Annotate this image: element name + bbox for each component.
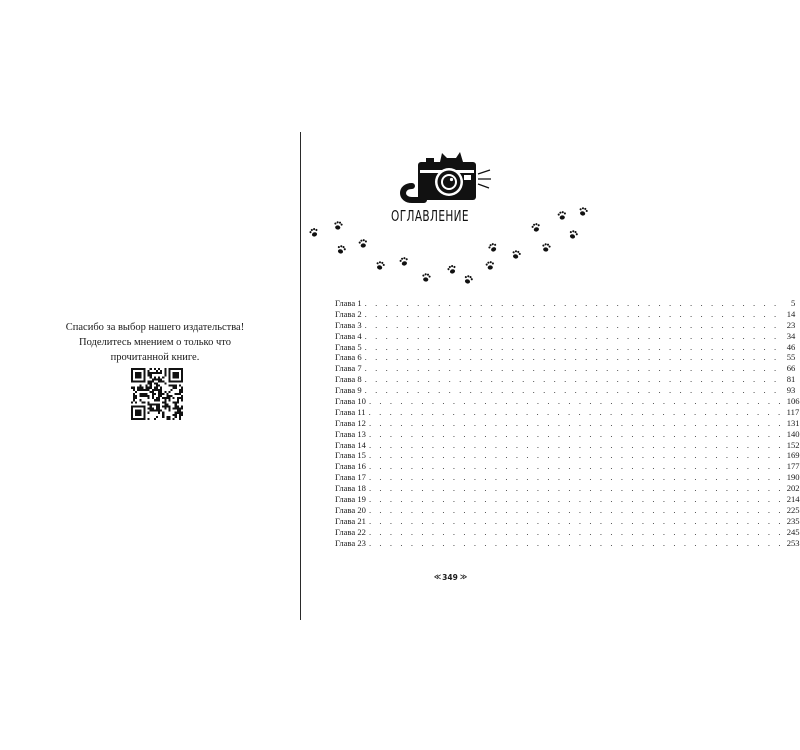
toc-leader-dots: . . . . . . . . . . . . . . . . . . . . . . . . . . . . . . . . . . . . . . . .: [368, 461, 784, 472]
ornament-right-icon: ≫: [459, 573, 467, 581]
toc-entry: [335, 439, 800, 451]
thanks-line: Поделитесь мнением о только что: [79, 337, 231, 348]
toc-entry-label: Глава 3: [335, 319, 362, 330]
toc-entry-label: Глава 19: [335, 494, 366, 505]
toc-entry-page: 177: [786, 461, 800, 472]
toc-entry-label: Глава 8: [335, 374, 362, 385]
toc-entry-label: Глава 7: [335, 363, 362, 374]
toc-entry-page: 66: [786, 363, 796, 374]
toc-entry: [335, 461, 800, 472]
toc-entry-page: 253: [786, 537, 800, 548]
thanks-line: прочитанной книге.: [110, 352, 200, 363]
toc-entry: [335, 319, 796, 331]
paw-print-icon: [421, 273, 431, 283]
toc-leader-dots: . . . . . . . . . . . . . . . . . . . . . . . . . . . . . . . . . . . . . . . .: [368, 406, 784, 417]
toc-leader-dots: . . . . . . . . . . . . . . . . . . . . . . . . . . . . . . . . . . . . . . . .: [368, 396, 784, 407]
paw-print-icon: [336, 244, 347, 255]
toc-entry: [335, 526, 800, 538]
toc-leader-dots: . . . . . . . . . . . . . . . . . . . . . . . . . . . . . . . . . . . . . . . .: [368, 537, 784, 548]
paw-print-icon: [568, 229, 579, 240]
toc-entry: [335, 330, 796, 342]
qr-code-icon: [131, 368, 183, 420]
toc-entry: [335, 406, 800, 418]
camera-cat-icon: [390, 148, 500, 204]
toc-entry-label: Глава 5: [335, 341, 362, 352]
toc-entry-label: Глава 16: [335, 461, 366, 472]
toc-leader-dots: . . . . . . . . . . . . . . . . . . . . . . . . . . . . . . . . . . . . . . . .: [364, 330, 780, 341]
toc-entry-label: Глава 18: [335, 483, 366, 494]
toc-entry: [335, 352, 796, 363]
paw-print-icon: [531, 222, 541, 232]
toc-entry: [335, 450, 800, 461]
toc-entry: [335, 472, 800, 483]
toc-leader-dots: . . . . . . . . . . . . . . . . . . . . . . . . . . . . . . . . . . . . . . . .: [368, 428, 784, 439]
toc-entry-label: Глава 21: [335, 515, 366, 526]
toc-entry-label: Глава 15: [335, 450, 366, 461]
toc-leader-dots: . . . . . . . . . . . . . . . . . . . . . . . . . . . . . . . . . . . . . . . .: [364, 308, 780, 319]
toc-entry-page: 140: [786, 428, 800, 439]
toc-entry: [335, 374, 796, 385]
toc-leader-dots: . . . . . . . . . . . . . . . . . . . . . . . . . . . . . . . . . . . . . . . .: [368, 439, 784, 450]
paw-print-icon: [309, 227, 320, 238]
page-number-value: 349: [442, 572, 458, 582]
toc-entry: [335, 298, 796, 309]
toc-entry: [335, 537, 800, 549]
paw-print-icon: [578, 206, 588, 216]
paw-print-icon: [557, 211, 567, 221]
toc-entry-page: 23: [786, 319, 796, 330]
paw-print-icon: [485, 261, 495, 271]
toc-entry-page: 169: [786, 450, 800, 461]
toc-leader-dots: . . . . . . . . . . . . . . . . . . . . . . . . . . . . . . . . . . . . . . . .: [364, 298, 780, 308]
toc-entry-page: 152: [786, 439, 800, 450]
toc-entry: [335, 341, 796, 353]
toc-entry-label: Глава 14: [335, 439, 366, 450]
toc-entry-label: Глава 11: [335, 406, 366, 417]
toc-entry-label: Глава 20: [335, 504, 366, 515]
toc-entry-label: Глава 2: [335, 308, 362, 319]
toc-entry-label: Глава 12: [335, 417, 366, 428]
toc-entry-label: Глава 22: [335, 526, 366, 537]
paw-print-icon: [399, 256, 409, 266]
toc-entry: [335, 494, 800, 505]
toc-leader-dots: . . . . . . . . . . . . . . . . . . . . . . . . . . . . . . . . . . . . . . . .: [368, 504, 784, 515]
toc-entry: [335, 396, 800, 407]
toc-entry-page: 214: [786, 494, 800, 505]
left-page: [0, 0, 300, 750]
toc-leader-dots: . . . . . . . . . . . . . . . . . . . . . . . . . . . . . . . . . . . . . . . .: [368, 526, 784, 537]
ornament-left-icon: ≪: [433, 573, 441, 581]
toc-entry-label: Глава 10: [335, 396, 366, 407]
thanks-message: [40, 320, 270, 365]
paw-print-icon: [358, 239, 368, 249]
paw-print-icon: [375, 260, 385, 270]
toc-leader-dots: . . . . . . . . . . . . . . . . . . . . . . . . . . . . . . . . . . . . . . . .: [368, 483, 784, 494]
toc-title: ОГЛАВЛЕНИЕ: [391, 207, 469, 225]
toc-entry-label: Глава 23: [335, 537, 366, 548]
toc-leader-dots: . . . . . . . . . . . . . . . . . . . . . . . . . . . . . . . . . . . . . . . .: [364, 385, 780, 396]
toc-entry-page: 202: [786, 483, 800, 494]
toc-entry-label: Глава 17: [335, 472, 366, 483]
paw-print-icon: [487, 242, 498, 253]
toc-entry-page: 14: [786, 308, 796, 319]
toc-entry-page: 106: [786, 396, 800, 407]
paw-trail: [300, 200, 600, 290]
toc-entry-page: 225: [786, 504, 800, 515]
toc-entry-page: 245: [786, 526, 800, 537]
page-number: [415, 571, 485, 583]
toc-leader-dots: . . . . . . . . . . . . . . . . . . . . . . . . . . . . . . . . . . . . . . . .: [368, 450, 784, 461]
toc-entry: [335, 504, 800, 516]
toc-entry: [335, 428, 800, 440]
table-of-contents: [335, 298, 800, 548]
toc-entry-label: Глава 6: [335, 352, 362, 363]
toc-entry-page: 235: [786, 515, 800, 526]
toc-entry: [335, 385, 796, 396]
toc-entry-label: Глава 1: [335, 298, 362, 308]
toc-entry-page: 34: [786, 330, 796, 341]
toc-entry-page: 131: [786, 417, 800, 428]
toc-entry-page: 190: [786, 472, 800, 483]
toc-leader-dots: . . . . . . . . . . . . . . . . . . . . . . . . . . . . . . . . . . . . . . . .: [364, 363, 780, 374]
thanks-line: Спасибо за выбор нашего издательства!: [65, 322, 245, 333]
toc-entry-label: Глава 9: [335, 385, 362, 396]
toc-entry: [335, 308, 796, 320]
toc-entry-page: 46: [786, 341, 796, 352]
toc-entry: [335, 417, 800, 429]
toc-entry-page: 93: [786, 385, 796, 396]
toc-leader-dots: . . . . . . . . . . . . . . . . . . . . . . . . . . . . . . . . . . . . . . . .: [364, 341, 780, 352]
toc-leader-dots: . . . . . . . . . . . . . . . . . . . . . . . . . . . . . . . . . . . . . . . .: [364, 374, 780, 385]
paw-print-icon: [463, 274, 474, 285]
toc-leader-dots: . . . . . . . . . . . . . . . . . . . . . . . . . . . . . . . . . . . . . . . .: [364, 352, 780, 363]
toc-entry: [335, 363, 796, 374]
paw-print-icon: [541, 243, 551, 253]
toc-leader-dots: . . . . . . . . . . . . . . . . . . . . . . . . . . . . . . . . . . . . . . . .: [368, 494, 784, 505]
paw-print-icon: [333, 221, 343, 231]
toc-entry-label: Глава 13: [335, 428, 366, 439]
toc-entry: [335, 483, 800, 494]
toc-entry-page: 5: [790, 298, 796, 308]
toc-entry-page: 81: [786, 374, 796, 385]
paw-print-icon: [447, 264, 458, 275]
toc-leader-dots: . . . . . . . . . . . . . . . . . . . . . . . . . . . . . . . . . . . . . . . .: [364, 319, 780, 330]
paw-print-icon: [511, 249, 521, 259]
toc-entry-page: 55: [786, 352, 796, 363]
toc-leader-dots: . . . . . . . . . . . . . . . . . . . . . . . . . . . . . . . . . . . . . . . .: [368, 515, 784, 526]
toc-entry: [335, 515, 800, 527]
toc-leader-dots: . . . . . . . . . . . . . . . . . . . . . . . . . . . . . . . . . . . . . . . .: [368, 472, 784, 483]
toc-entry-label: Глава 4: [335, 330, 362, 341]
right-page: [300, 0, 800, 750]
toc-entry-page: 117: [786, 406, 800, 417]
toc-leader-dots: . . . . . . . . . . . . . . . . . . . . . . . . . . . . . . . . . . . . . . . .: [368, 417, 784, 428]
